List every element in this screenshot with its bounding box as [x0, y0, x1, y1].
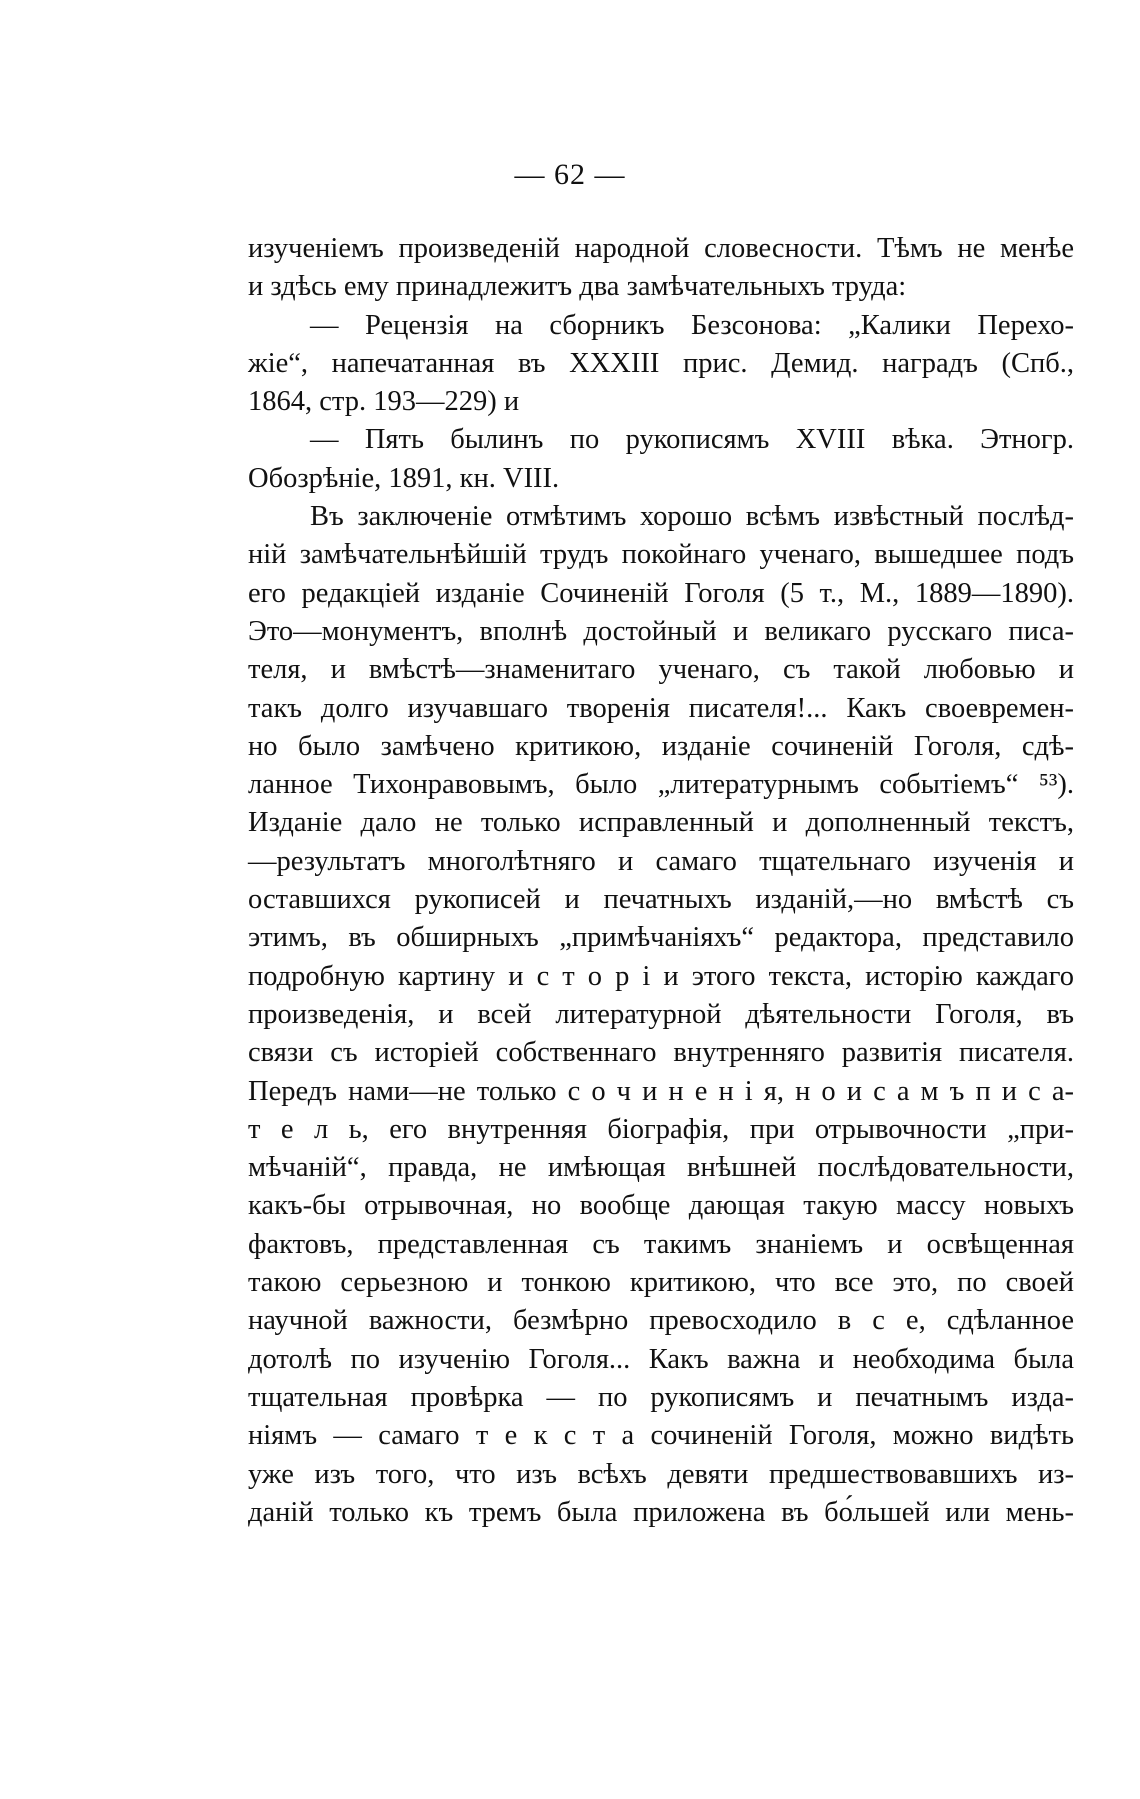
text-line: его редакціей изданіе Сочиненій Гоголя (5 т., М., 1889—1890).: [248, 577, 1074, 609]
text-line: т е л ь, его внутренняя біографія, при отрывочности „при-: [248, 1113, 1074, 1145]
text-line: произведенія, и всей литературной дѣятельности Гоголя, въ: [248, 998, 1074, 1030]
text-line: Въ заключеніе отмѣтимъ хорошо всѣмъ извѣстный послѣд-: [310, 501, 1074, 533]
text-line: и здѣсь ему принадлежитъ два замѣчательныхъ труда:: [248, 271, 907, 303]
text-line: уже изъ того, что изъ всѣхъ девяти предшествовавшихъ из-: [248, 1458, 1074, 1490]
text-line: подробную картину и с т о р і и этого текста, исторію каждаго: [248, 960, 1074, 992]
text-line: жіе“, напечатанная въ XXXIII прис. Демид. наградъ (Спб.,: [248, 347, 1074, 379]
text-line: — Пять былинъ по рукописямъ XVIII вѣка. Этногр.: [310, 424, 1074, 456]
text-line: теля, и вмѣстѣ—знаменитаго ученаго, съ такой любовью и: [248, 654, 1074, 686]
text-line: такъ долго изучавшаго творенія писателя!... Какъ своевремен-: [248, 692, 1074, 724]
text-line: — Рецензія на сборникъ Безсонова: „Калики Перехо-: [310, 309, 1074, 341]
text-line: ній замѣчательнѣйшій трудъ покойнаго ученаго, вышедшее подъ: [248, 539, 1074, 571]
text-line: мѣчаній“, правда, не имѣющая внѣшней послѣдовательности,: [248, 1152, 1074, 1184]
text-line: какъ-бы отрывочная, но вообще дающая такую массу новыхъ: [248, 1190, 1074, 1222]
text-line: —результатъ многолѣтняго и самаго тщательнаго изученія и: [248, 845, 1074, 877]
text-line: связи съ исторіей собственнаго внутренняго развитія писателя.: [248, 1037, 1074, 1069]
text-line: изученіемъ произведеній народной словесности. Тѣмъ не менѣе: [248, 233, 1074, 264]
text-line: оставшихся рукописей и печатныхъ изданій,—но вмѣстѣ съ: [248, 884, 1074, 916]
text-line: ніямъ — самаго т е к с т а сочиненій Гоголя, можно видѣть: [248, 1420, 1074, 1452]
text-line: 1864, стр. 193—229) и: [248, 386, 520, 418]
text-line: дотолѣ по изученію Гоголя... Какъ важна и необходима была: [248, 1343, 1074, 1375]
text-line: ланное Тихонравовымъ, было „литературнымъ событіемъ“ ⁵³).: [248, 769, 1074, 801]
text-line: Изданіе дало не только исправленный и дополненный текстъ,: [248, 807, 1074, 839]
text-line: научной важности, безмѣрно превосходило в с е, сдѣланное: [248, 1305, 1074, 1337]
body-text: [248, 230, 1074, 1532]
text-line: даній только къ тремъ была приложена въ бо́льшей или мень-: [248, 1496, 1074, 1528]
text-line: такою серьезною и тонкою критикою, что все это, по своей: [248, 1267, 1074, 1299]
text-line: Это—монументъ, вполнѣ достойный и великаго русскаго писа-: [248, 615, 1074, 647]
text-line: Передъ нами—не только с о ч и н е н і я, н о и с а м ъ п и с а-: [248, 1075, 1074, 1107]
text-line: фактовъ, представленная съ такимъ знаніемъ и освѣщенная: [248, 1228, 1074, 1260]
text-line: Обозрѣніе, 1891, кн. VIII.: [248, 462, 560, 494]
text-line: этимъ, въ обширныхъ „примѣчаніяхъ“ редактора, представило: [248, 922, 1074, 954]
text-line: тщательная провѣрка — по рукописямъ и печатнымъ изда-: [248, 1381, 1074, 1413]
text-line: но было замѣчено критикою, изданіе сочиненій Гоголя, сдѣ-: [248, 730, 1074, 762]
page-number: — 62 —: [514, 158, 626, 191]
